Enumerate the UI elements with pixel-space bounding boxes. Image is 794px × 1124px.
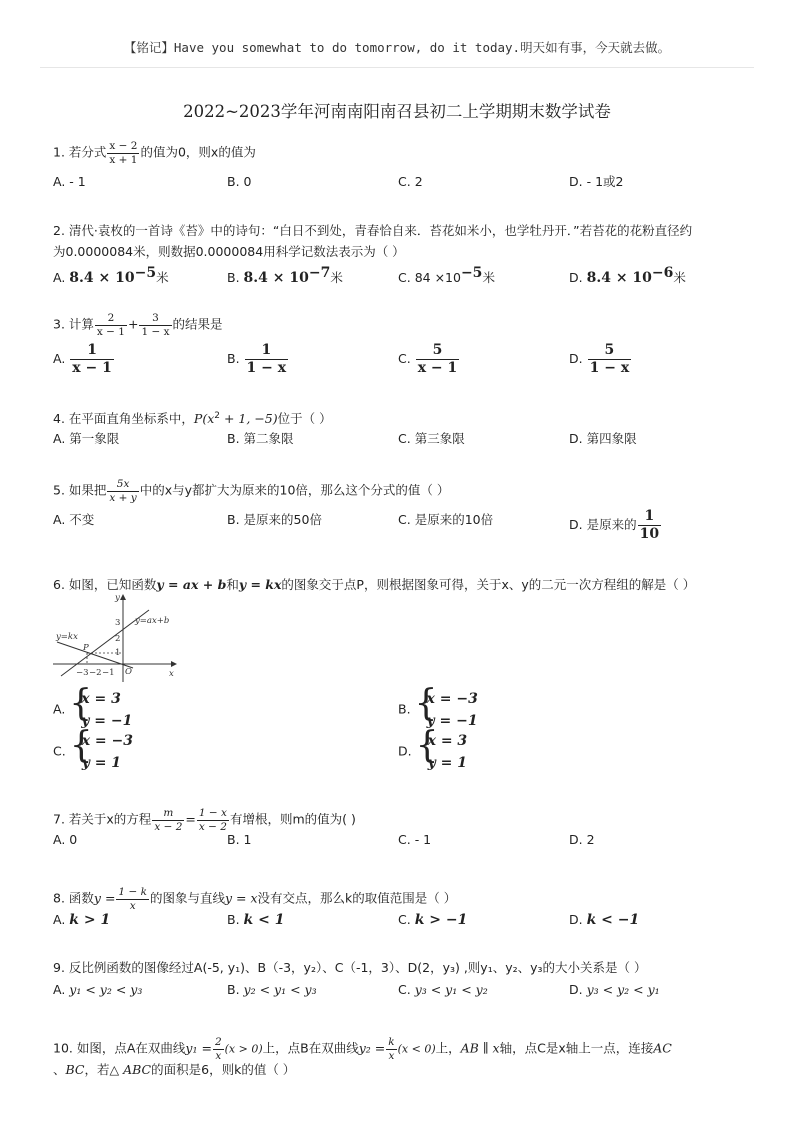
option-b[interactable]: B. 第二象限 [227, 431, 294, 446]
option-a[interactable]: A. $\frac{1}{x - 1}$ [53, 342, 112, 376]
question-stem: 5. 如果把 $\frac{5x}{x + y}$ 中的x与y都扩大为原来的10倍，那么这个分式的值（ ） [53, 478, 450, 504]
option-d[interactable]: D. { x = 3 y = 1 [398, 725, 468, 771]
option-c[interactable]: C. - 1 [398, 832, 432, 847]
question-stem: 1. 若分式 $\frac{x - 2}{x + 1}$ 的值为0，则x的值为 [53, 140, 256, 166]
option-c[interactable]: C. 2 [398, 174, 423, 189]
question-stem-line2: 为0.0000084米，则数据0.0000084用科学记数法表示为（ ） [53, 244, 405, 259]
y-axis-arrow [120, 594, 126, 600]
option-c[interactable]: C. 第三象限 [398, 431, 465, 446]
option-a[interactable]: A. y₁ < y₂ < y₃ [53, 982, 143, 997]
option-a[interactable]: A. 第一象限 [53, 431, 120, 446]
question-stem: 6. 如图，已知函数y = ax + b和y = kx的图象交于点P，则根据图象可得，关于x、y的二元一次方程组的解是（ ） [53, 577, 696, 592]
page-motto: 【铭记】Have you somewhat to do tomorrow, do it today.明天如有事，今天就去做。 [123, 40, 671, 55]
question-stem: 9. 反比例函数的图像经过A(-5, y₁)、B（-3，y₂）、C（-1，3）、D(2，y₃) ,则y₁、y₂、y₃的大小关系是（ ） [53, 960, 647, 975]
option-c[interactable]: C. k > −1 [398, 912, 468, 928]
fraction: $\frac{3}{1 - x}$ [141, 312, 170, 338]
option-d[interactable]: D. 是原来的 $\frac{1}{10}$ [569, 508, 660, 542]
x-axis-arrow [171, 661, 177, 667]
header-divider [40, 67, 754, 68]
option-d[interactable]: D. y₃ < y₂ < y₁ [569, 982, 660, 997]
question-stem: 7. 若关于x的方程 $\frac{m}{x - 2}$ = $\frac{1 - x}{x - 2}$ 有增根，则m的值为( ) [53, 807, 356, 833]
option-c[interactable]: C. y₃ < y₁ < y₂ [398, 982, 488, 997]
option-d[interactable]: D. 2 [569, 832, 595, 847]
y-axis-label: y [115, 593, 120, 603]
page-title: 2022~2023学年河南南阳南召县初二上学期期末数学试卷 [183, 102, 611, 121]
point-p-label: P [83, 643, 89, 653]
option-b[interactable]: B. $\frac{1}{1 - x}$ [227, 342, 287, 376]
fraction: $\frac{k}{x}$ [388, 1036, 395, 1062]
origin-label: O [125, 667, 132, 677]
option-b[interactable]: B. 0 [227, 174, 252, 189]
tick-y: 1 [115, 648, 121, 658]
x-axis-label: x [169, 669, 174, 679]
option-b[interactable]: B. k < 1 [227, 912, 285, 928]
option-d[interactable]: D. 第四象限 [569, 431, 637, 446]
option-d[interactable]: D. k < −1 [569, 912, 640, 928]
option-b[interactable]: B. y₂ < y₁ < y₃ [227, 982, 317, 997]
option-c[interactable]: C. { x = −3 y = 1 [53, 725, 133, 771]
option-c[interactable]: C. 是原来的10倍 [398, 512, 494, 527]
option-a[interactable]: A. { x = 3 y = −1 [53, 683, 133, 729]
option-a[interactable]: A. 0 [53, 832, 78, 847]
option-c[interactable]: C. $\frac{5}{x - 1}$ [398, 342, 458, 376]
option-a[interactable]: A. k > 1 [53, 912, 111, 928]
question-stem: 10. 如图，点A在双曲线y₁ = $\frac{2}{x}$ (x > 0)上，点B在双曲线y₂ = $\frac{k}{x}$ (x < 0)上，AB ∥ x轴，点C是x轴上一点，连接AC [53, 1036, 672, 1062]
fraction: $\frac{x - 2}{x + 1}$ [109, 140, 138, 166]
tick-x: −3 [76, 668, 89, 678]
line-ax-b-label: y=ax+b [135, 616, 170, 626]
option-a[interactable]: A. $8.4 \times 10^{-5}$米 [53, 265, 169, 287]
question-stem-line2: 、BC，若△ ABC的面积是6，则k的值（ ） [53, 1062, 296, 1077]
tick-x: −2 [89, 668, 102, 678]
option-b[interactable]: B. 是原来的50倍 [227, 512, 322, 527]
question-stem: 8. 函数y = $\frac{1 - k}{x}$ 的图象与直线y = x没有交点，那么k的取值范围是（ ） [53, 886, 457, 912]
question-stem: 3. 计算 $\frac{2}{x - 1}$ + $\frac{3}{1 - x}$ 的结果是 [53, 312, 223, 338]
option-b[interactable]: B. { x = −3 y = −1 [398, 683, 478, 729]
fraction: $\frac{m}{x - 2}$ [154, 807, 183, 833]
fraction: $\frac{2}{x - 1}$ [96, 312, 125, 338]
tick-y: 2 [115, 634, 121, 644]
option-c[interactable]: C. $84 \times 10^{-5}$米 [398, 265, 495, 286]
tick-y: 3 [115, 618, 121, 628]
fraction: $\frac{1 - x}{x - 2}$ [198, 807, 227, 833]
option-d[interactable]: D. $\frac{5}{1 - x}$ [569, 342, 630, 376]
tick-x: −1 [102, 668, 115, 678]
fraction: $\frac{5x}{x + y}$ [109, 478, 137, 504]
option-b[interactable]: B. 1 [227, 832, 252, 847]
function-graph [53, 592, 178, 682]
fraction: $\frac{1 - k}{x}$ [118, 886, 147, 912]
line-kx-label: y=kx [56, 632, 78, 642]
fraction: $\frac{2}{x}$ [214, 1036, 222, 1062]
question-stem: 2. 清代·袁枚的一首诗《苔》中的诗句：“白日不到处，青春恰自来．苔花如米小，也学牡丹开．”若苔花的花粉直径约 [53, 223, 693, 238]
option-d[interactable]: D. - 1或2 [569, 174, 624, 189]
option-b[interactable]: B. $8.4 \times 10^{-7}$米 [227, 265, 343, 287]
question-stem: 4. 在平面直角坐标系中，$P(x^2 + 1$, −5)位于（ ） [53, 411, 332, 427]
option-d[interactable]: D. $8.4 \times 10^{-6}$米 [569, 265, 686, 287]
option-a[interactable]: A. - 1 [53, 174, 86, 189]
option-a[interactable]: A. 不变 [53, 512, 95, 527]
